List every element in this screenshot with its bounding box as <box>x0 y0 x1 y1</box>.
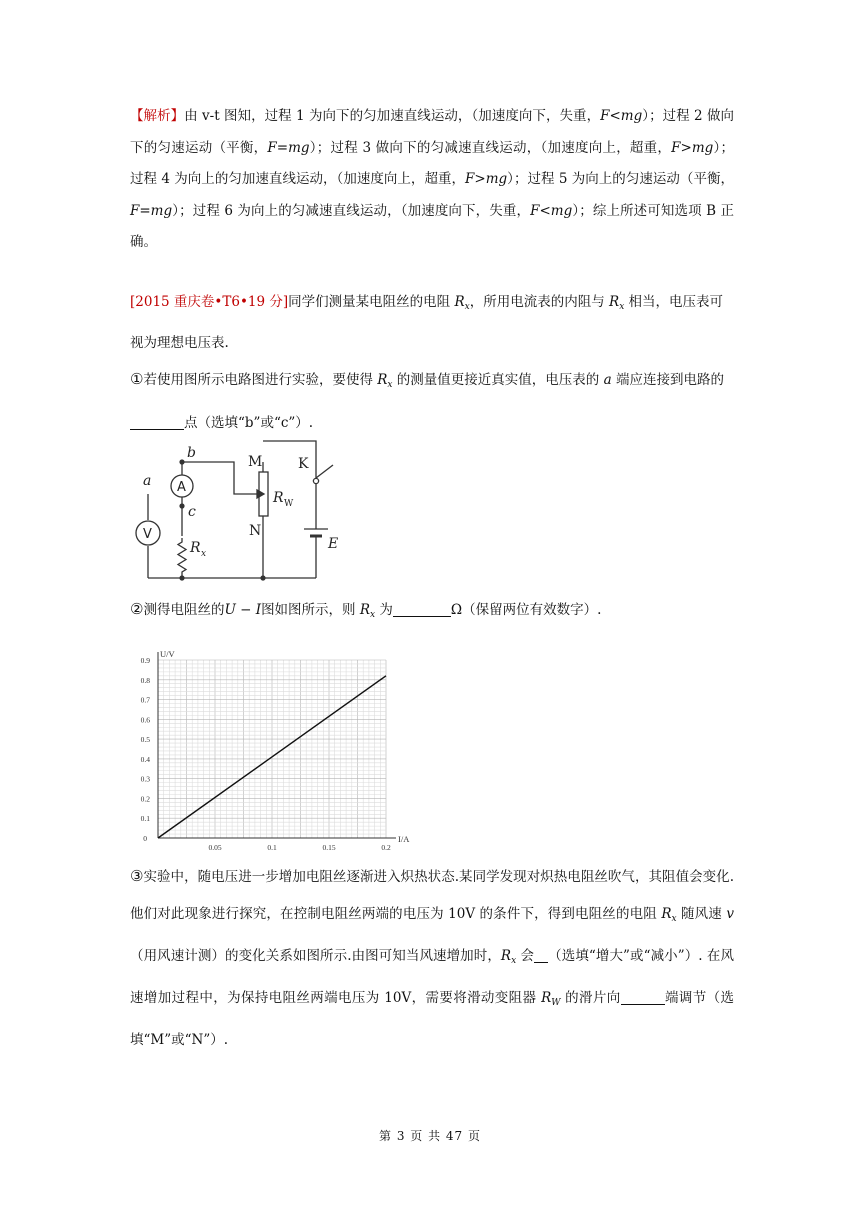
label-E: E <box>328 536 338 552</box>
var-R: R <box>541 990 552 1006</box>
var-R: R <box>609 294 620 310</box>
question-number: ① <box>130 370 144 388</box>
voltmeter-label: V <box>143 527 152 542</box>
formula: F<mg <box>530 202 573 219</box>
intro-text: 同学们测量某电阻丝的电阻 <box>288 294 455 310</box>
sub-x: x <box>671 914 677 924</box>
page-footer: 第 3 页 共 47 页 <box>379 1129 481 1143</box>
var-R: R <box>377 372 388 388</box>
formula: F>mg <box>671 139 714 156</box>
intro-text: ，所用电流表的内阻与 <box>469 294 610 310</box>
label-K: K <box>298 456 309 472</box>
x-tick-label: 0.2 <box>381 843 391 852</box>
y-tick-label: 0.7 <box>140 695 150 705</box>
var-a: a <box>603 372 612 388</box>
analysis-text: 由 v-t 图知，过程 1 为向下的匀加速直线运动，（加速度向下，失重， <box>184 108 601 124</box>
label-c: c <box>188 504 196 520</box>
q-text: 若使用图所示电路图进行实验，要使得 <box>143 372 378 388</box>
sub-x: x <box>387 380 393 390</box>
label-Rw: R <box>273 490 284 506</box>
label-a: a <box>143 473 152 489</box>
q-text: 图如图所示，则 <box>261 602 360 618</box>
question-3 <box>130 858 734 1059</box>
analysis-tag: 【解析】 <box>130 108 185 124</box>
y-tick-label: 0.9 <box>140 656 150 665</box>
q-text: 测得电阻丝的 <box>143 602 225 618</box>
sub-W: W <box>551 998 561 1008</box>
analysis-text: ）；过程 2 做向下的匀速运动（平衡， <box>130 108 735 156</box>
sub-x: x <box>511 956 517 966</box>
question-1 <box>130 360 734 442</box>
ui-chart <box>128 640 418 860</box>
analysis-text: ）；过程 6 为向上的匀减速直线运动，（加速度向下，失重， <box>172 202 531 219</box>
x-axis-label: I/A <box>398 834 410 844</box>
label-M: M <box>248 454 263 470</box>
q-text: 的测量值更接近真实值，电压表的 <box>392 372 604 388</box>
y-axis-label: U/V <box>160 649 175 659</box>
y-tick-label: 0.3 <box>140 774 150 784</box>
y-tick-label: 0.1 <box>140 814 150 824</box>
q-text: 随风速 <box>676 906 727 922</box>
q-text: 点（选填“b”或“c”）. <box>184 415 314 431</box>
question-number: ③ <box>130 867 144 885</box>
formula: F=mg <box>130 202 173 219</box>
analysis-text: ）；综上所述可知选项 B 正确。 <box>130 202 734 250</box>
var-R: R <box>500 948 512 964</box>
analysis-text: ）；过程 5 为向上的匀速运动（平衡， <box>507 171 734 187</box>
answer-blank[interactable] <box>130 415 184 430</box>
y-tick-label: 0.4 <box>140 754 150 764</box>
x-tick-label: 0.15 <box>322 843 336 852</box>
q-text: 为 <box>375 602 393 618</box>
q-text: 端应连接到电路的 <box>611 372 724 388</box>
q-text: Ω（保留两位有效数字）. <box>450 602 602 618</box>
label-b: b <box>187 445 196 461</box>
answer-blank[interactable] <box>621 990 665 1005</box>
problem-source: [2015 重庆卷•T6•19 分] <box>130 294 289 310</box>
sub-x: x <box>464 302 470 312</box>
x-tick-label: 0.1 <box>267 843 277 852</box>
label-Rw-sub: W <box>284 499 294 509</box>
y-tick-label: 0 <box>143 834 147 843</box>
question-2 <box>130 598 734 620</box>
q-text: 的滑片向 <box>560 990 621 1006</box>
formula: F<mg <box>600 108 643 124</box>
answer-blank[interactable] <box>393 602 451 617</box>
analysis-text: ）；过程 3 做向下的匀减速直线运动，（加速度向上，超重， <box>309 139 672 156</box>
q-text: （用风速计测）的变化关系如图所示.由图可知当风速增加时， <box>130 948 501 964</box>
circuit-diagram <box>128 438 338 588</box>
y-tick-label: 0.2 <box>140 794 150 804</box>
formula: F>mg <box>465 171 508 187</box>
answer-blank[interactable] <box>534 948 548 963</box>
question-number: ② <box>130 600 144 618</box>
var-R: R <box>359 602 371 618</box>
sub-x: x <box>370 610 376 620</box>
y-tick-label: 0.8 <box>140 675 150 685</box>
q-text: （选填“增大”或“减小”）. 在风速增加过程中，为保持电阻丝两端电压为 10V，需要将滑动变阻器 <box>130 948 734 1006</box>
sub-x: x <box>619 302 625 312</box>
q-text: 实验中，随电压进一步增加电阻丝逐渐进入炽热状态.某同学发现对炽热电阻丝吹气，其阻值会变化.他们对此现象进行探究，在控制电阻丝两端的电压为 10V 的条件下，得到电阻丝的电阻 <box>130 869 734 922</box>
label-Rx-sub: x <box>201 549 207 559</box>
var-R: R <box>454 294 465 310</box>
y-tick-label: 0.5 <box>140 735 150 745</box>
q-text: 会 <box>516 948 535 964</box>
y-tick-label: 0.6 <box>140 715 150 725</box>
var-UI: U − I <box>224 602 262 618</box>
x-tick-label: 0.05 <box>208 843 222 852</box>
intro-text: 相当，电压表可视为理想电压表. <box>130 294 724 351</box>
var-R: R <box>661 906 672 922</box>
analysis-paragraph <box>130 101 734 259</box>
formula: F=mg <box>267 139 310 156</box>
label-Rx: R <box>190 540 201 556</box>
label-N: N <box>249 523 262 539</box>
ammeter-label: A <box>177 480 186 495</box>
var-v: v <box>726 906 734 922</box>
q-text: 端调节（选填“M”或“N”）. <box>130 990 735 1048</box>
problem-intro <box>130 284 734 361</box>
analysis-text: ）；过程 4 为向上的匀加速直线运动，（加速度向上，超重， <box>130 139 735 187</box>
